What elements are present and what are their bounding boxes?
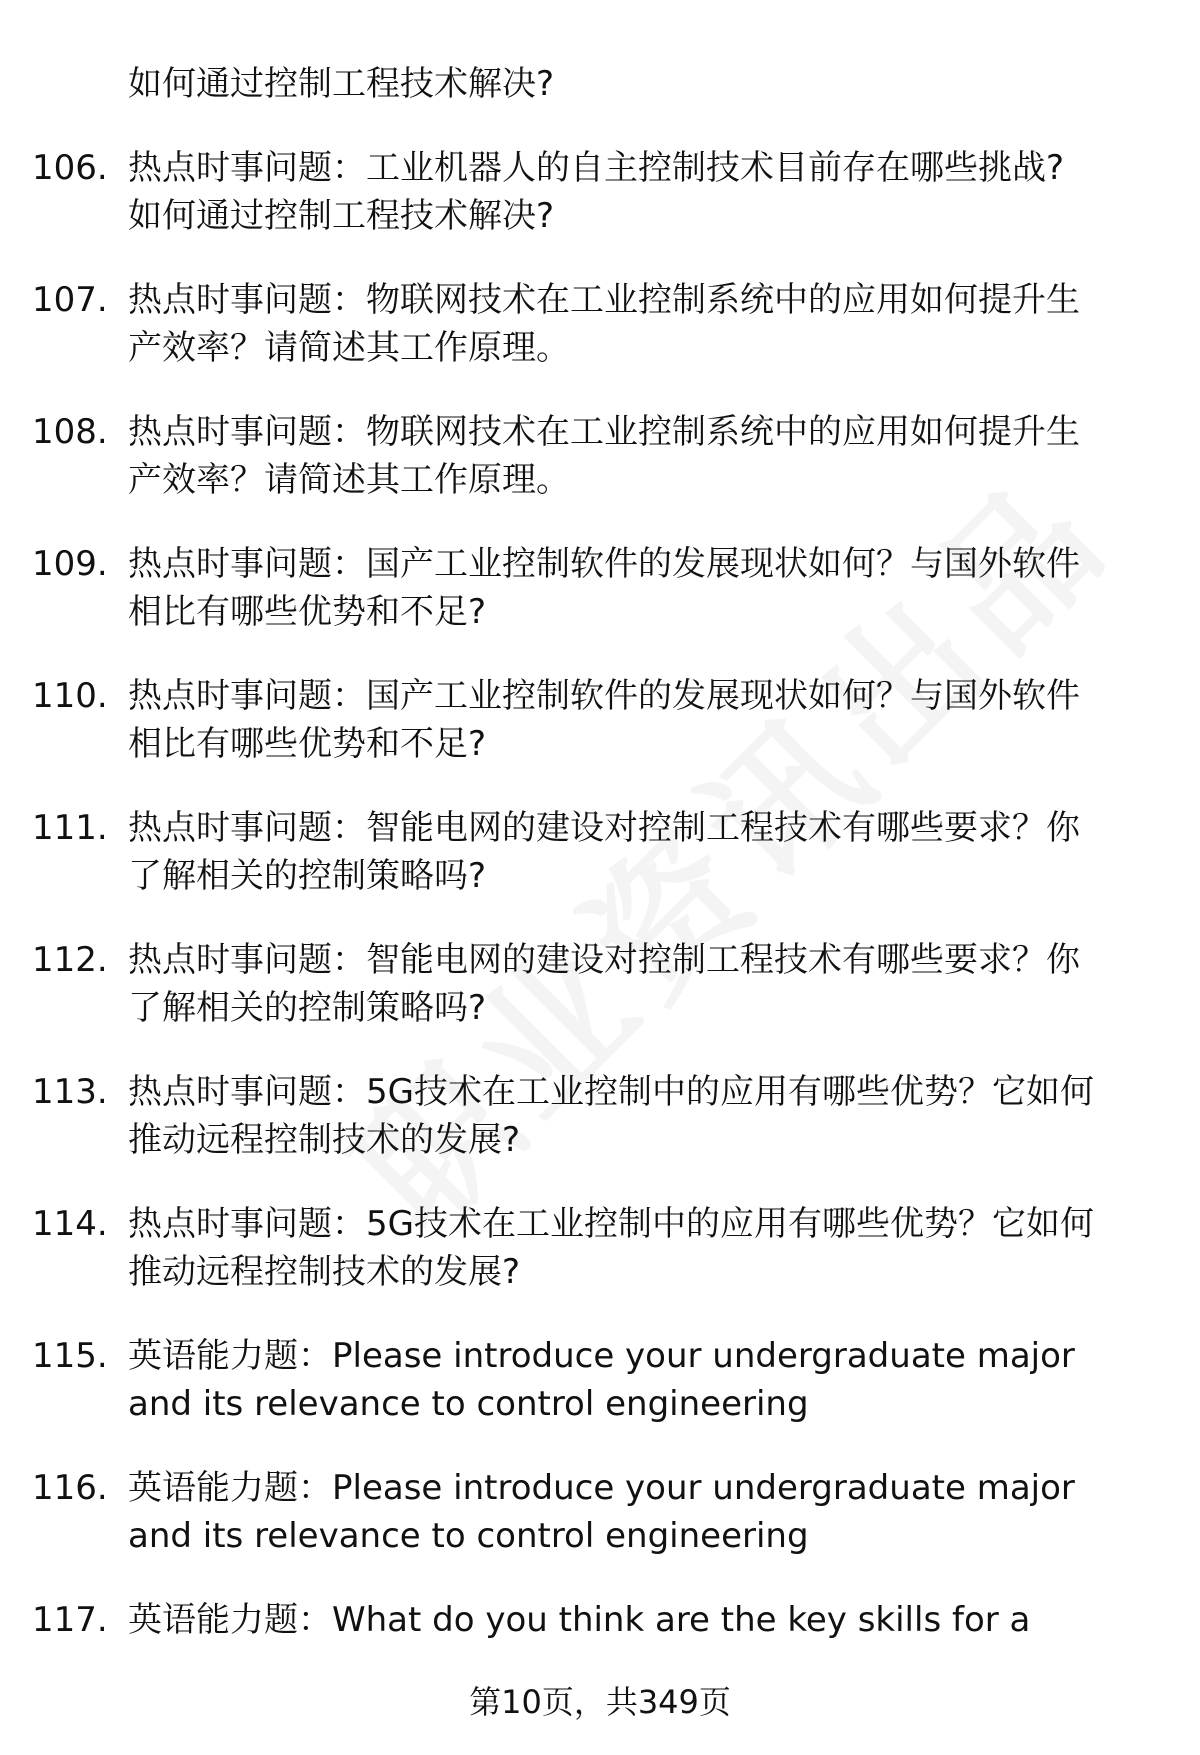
question-list	[0, 132, 1200, 1716]
question-text-line-2: 了解相关的控制策略吗?	[128, 988, 487, 1028]
question-text-line-1: 热点时事问题：智能电网的建设对控制工程技术有哪些要求？你	[128, 808, 1080, 848]
question-item-107	[0, 264, 1200, 396]
question-number: 110.	[32, 676, 108, 716]
question-item-114	[0, 1188, 1200, 1320]
question-text-line-2: 相比有哪些优势和不足?	[128, 592, 487, 632]
question-number: 114.	[32, 1204, 108, 1244]
question-text-line-1: 英语能力题：Please introduce your undergraduate major	[128, 1468, 1075, 1508]
question-item-116	[0, 1452, 1200, 1584]
continued-question-text: 如何通过控制工程技术解决?	[128, 64, 555, 104]
question-text-line-1: 热点时事问题：物联网技术在工业控制系统中的应用如何提升生	[128, 412, 1080, 452]
question-text-line-2: 推动远程控制技术的发展?	[128, 1120, 521, 1160]
question-item-106	[0, 132, 1200, 264]
question-text-line-1: 热点时事问题：5G技术在工业控制中的应用有哪些优势？它如何	[128, 1204, 1094, 1244]
question-number: 113.	[32, 1072, 108, 1112]
question-text-line-2: and its relevance to control engineering	[128, 1384, 809, 1424]
question-text-line-1: 热点时事问题：物联网技术在工业控制系统中的应用如何提升生	[128, 280, 1080, 320]
question-text-line-1: 热点时事问题：国产工业控制软件的发展现状如何？与国外软件	[128, 544, 1080, 584]
question-number: 112.	[32, 940, 108, 980]
page-footer: 第10页，共349页	[469, 1683, 731, 1721]
question-item-113	[0, 1056, 1200, 1188]
question-text-line-1: 热点时事问题：国产工业控制软件的发展现状如何？与国外软件	[128, 676, 1080, 716]
question-item-108	[0, 396, 1200, 528]
question-text-line-2: 相比有哪些优势和不足?	[128, 724, 487, 764]
question-number: 108.	[32, 412, 108, 452]
question-number: 116.	[32, 1468, 108, 1508]
question-number: 117.	[32, 1600, 108, 1640]
question-text-line-1: 英语能力题：What do you think are the key skills for a	[128, 1600, 1031, 1640]
question-number: 106.	[32, 148, 108, 188]
question-text-line-2: 产效率？请简述其工作原理。	[128, 328, 570, 368]
question-text-line-1: 热点时事问题：5G技术在工业控制中的应用有哪些优势？它如何	[128, 1072, 1094, 1112]
question-item-111	[0, 792, 1200, 924]
question-item-112	[0, 924, 1200, 1056]
question-item-115	[0, 1320, 1200, 1452]
question-text-line-2: and its relevance to control engineering	[128, 1516, 809, 1556]
question-text-line-2: 如何通过控制工程技术解决?	[128, 196, 555, 236]
question-number: 115.	[32, 1336, 108, 1376]
question-number: 107.	[32, 280, 108, 320]
question-item-110	[0, 660, 1200, 792]
question-text-line-2: 推动远程控制技术的发展?	[128, 1252, 521, 1292]
question-text-line-2: 产效率？请简述其工作原理。	[128, 460, 570, 500]
question-text-line-1: 热点时事问题：智能电网的建设对控制工程技术有哪些要求？你	[128, 940, 1080, 980]
question-text-line-1: 热点时事问题：工业机器人的自主控制技术目前存在哪些挑战?	[128, 148, 1065, 188]
question-number: 111.	[32, 808, 108, 848]
question-text-line-1: 英语能力题：Please introduce your undergraduate major	[128, 1336, 1075, 1376]
question-number: 109.	[32, 544, 108, 584]
question-item-109	[0, 528, 1200, 660]
question-text-line-2: 了解相关的控制策略吗?	[128, 856, 487, 896]
